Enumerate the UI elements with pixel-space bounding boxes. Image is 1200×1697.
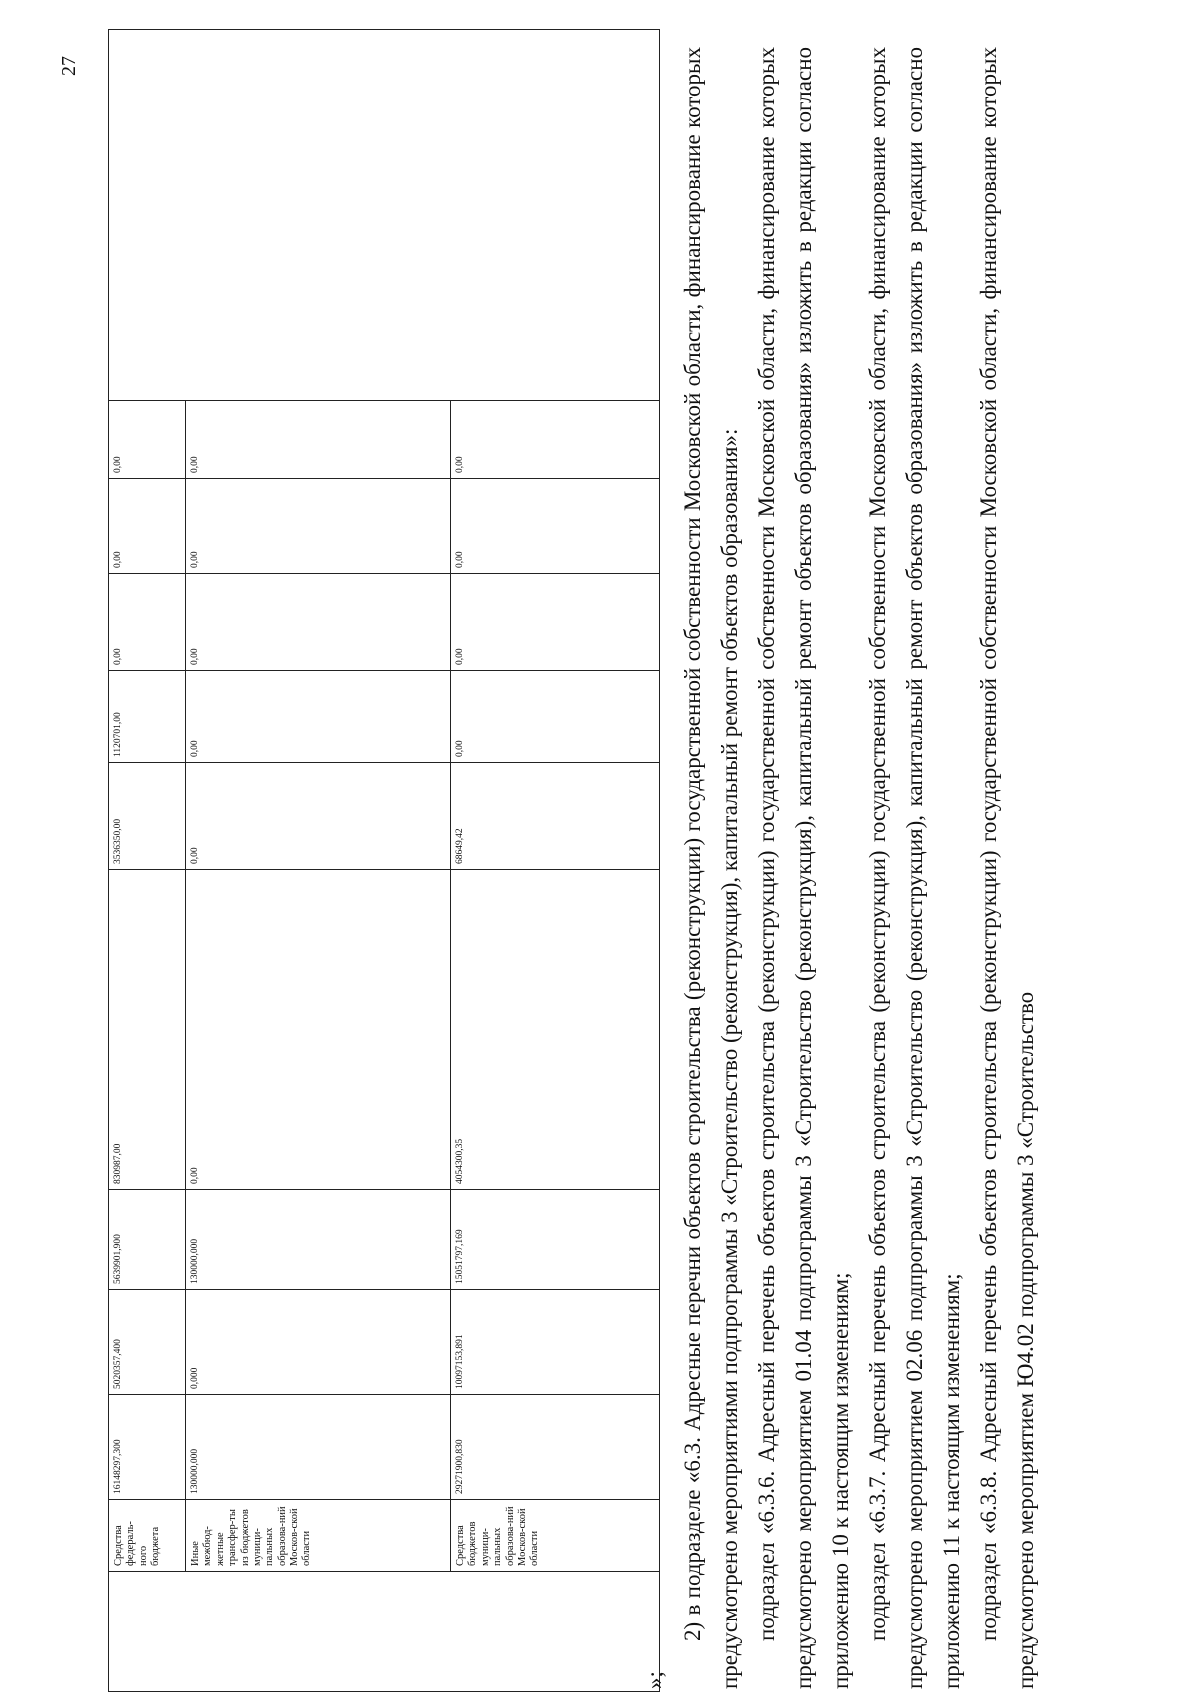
value-cell: 130000,000 <box>186 1395 451 1500</box>
value-cell: 830987,00 <box>109 870 186 1190</box>
value-cell: 15051797,169 <box>451 1190 660 1290</box>
source-label: Средства бюджетов муници-пальных образова-ний Москов-ской области <box>451 1500 660 1572</box>
value-cell: 29271900,830 <box>451 1395 660 1500</box>
value-cell: 0,00 <box>186 870 451 1190</box>
funding-table <box>108 29 660 1692</box>
value-cell: 3536350,00 <box>109 763 186 870</box>
value-cell: 0,00 <box>186 479 451 574</box>
value-cell: 5639901,900 <box>109 1190 186 1290</box>
value-cell: 0,00 <box>186 763 451 870</box>
rotated-page-content <box>108 17 1108 1697</box>
empty-cell <box>109 30 660 401</box>
body-text <box>674 47 1044 1689</box>
value-cell: 0,00 <box>451 574 660 671</box>
page-number: 27 <box>58 56 80 76</box>
value-cell: 0,00 <box>186 401 451 479</box>
source-label: Средства федераль-ного бюджета <box>109 1500 186 1572</box>
table-row <box>109 30 186 1692</box>
source-label: Иные межбюд-жетные трансфер-ты из бюджетов муници-пальных образова-ний Москов-ской области <box>186 1500 451 1572</box>
value-cell: 10097153,891 <box>451 1290 660 1395</box>
table-closing-quote: »; <box>642 1671 667 1689</box>
value-cell: 0,00 <box>451 401 660 479</box>
value-cell: 4054300,35 <box>451 870 660 1190</box>
value-cell: 0,00 <box>451 671 660 763</box>
value-cell: 0,00 <box>186 671 451 763</box>
value-cell: 0,00 <box>109 574 186 671</box>
paragraph: подраздел «6.3.7. Адресный перечень объектов строительства (реконструкции) государственной собственности Московской области, финансирование которых предусмотрено мероприятием 02.06 подпрограммы 3 «Строительство (реконструкция), капитальный ремонт объектов образования» изложить в редакции согласно приложению 11 к настоящим изменениям; <box>865 47 964 1689</box>
value-cell: 1120701,00 <box>109 671 186 763</box>
value-cell: 0,00 <box>109 479 186 574</box>
value-cell: 0,00 <box>109 401 186 479</box>
empty-cell <box>109 1572 660 1692</box>
value-cell: 0,00 <box>186 574 451 671</box>
value-cell: 16148297,300 <box>109 1395 186 1500</box>
value-cell: 130000,000 <box>186 1190 451 1290</box>
paragraph: подраздел «6.3.8. Адресный перечень объектов строительства (реконструкции) государственной собственности Московской области, финансирование которых предусмотрено мероприятием Ю4.02 подпрограммы 3 «Строительство <box>976 47 1038 1689</box>
value-cell: 0,00 <box>451 479 660 574</box>
value-cell: 5020357,400 <box>109 1290 186 1395</box>
value-cell: 0,000 <box>186 1290 451 1395</box>
paragraph: 2) в подразделе «6.3. Адресные перечни объектов строительства (реконструкции) государственной собственности Московской области, финансирование которых предусмотрено мероприятиями подпрограммы 3 «Строительство (реконструкция), капитальный ремонт объектов образования»: <box>680 47 742 1689</box>
paragraph: подраздел «6.3.6. Адресный перечень объектов строительства (реконструкции) государственной собственности Московской области, финансирование которых предусмотрено мероприятием 01.04 подпрограммы 3 «Строительство (реконструкция), капитальный ремонт объектов образования» изложить в редакции согласно приложению 10 к настоящим изменениям; <box>754 47 853 1689</box>
value-cell: 68649,42 <box>451 763 660 870</box>
